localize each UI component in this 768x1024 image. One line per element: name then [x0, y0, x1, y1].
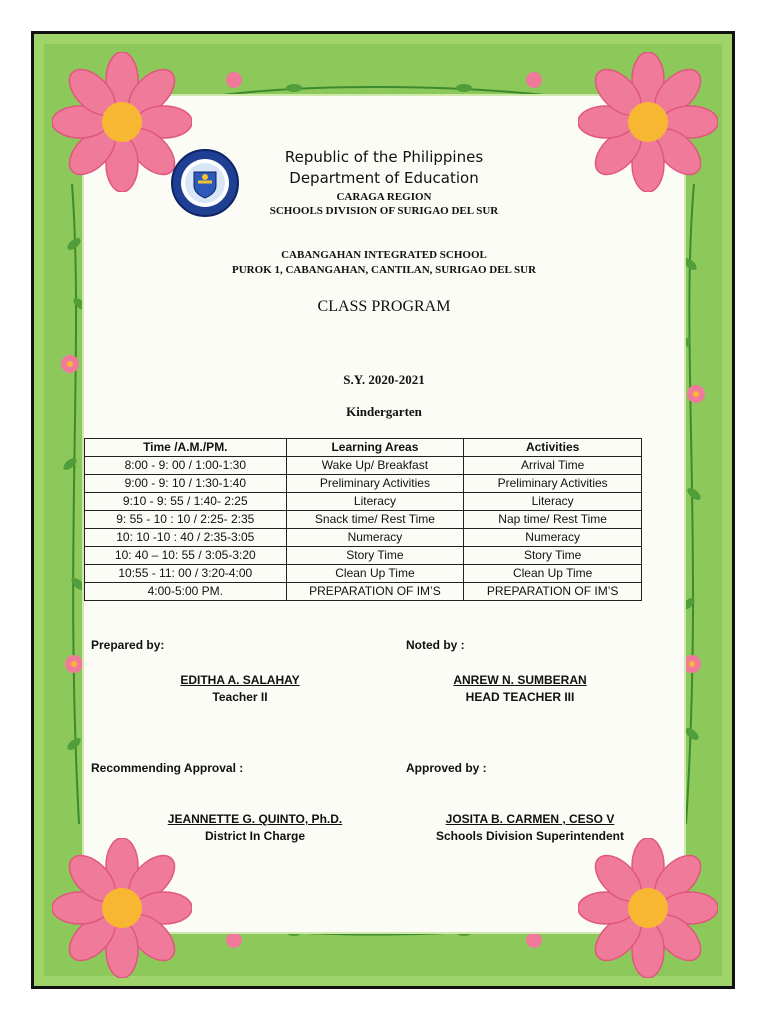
table-row [85, 565, 642, 583]
prepared-by-label: Prepared by: [91, 638, 165, 652]
header-republic: Republic of the Philippines [284, 148, 484, 166]
time-cell: 10: 10 -10 : 40 / 2:35-3:05 [85, 529, 287, 547]
activity-cell: Preliminary Activities [464, 475, 642, 493]
learning-area-cell: Clean Up Time [286, 565, 464, 583]
header-region: CARAGA REGION [336, 191, 432, 203]
activity-cell: Clean Up Time [464, 565, 642, 583]
time-cell: 9: 55 - 10 : 10 / 2:25- 2:35 [85, 511, 287, 529]
learning-area-cell: Wake Up/ Breakfast [286, 457, 464, 475]
learning-area-cell: PREPARATION OF IM’S [286, 583, 464, 601]
recommending-approval-title: District In Charge [204, 829, 306, 843]
table-row [85, 511, 642, 529]
prepared-by-title: Teacher II [212, 690, 268, 704]
table-row [85, 547, 642, 565]
activity-cell: Numeracy [464, 529, 642, 547]
col-header-time: Time /A.M./PM. [85, 439, 287, 457]
recommending-approval-label: Recommending Approval : [91, 761, 244, 775]
time-cell: 9:00 - 9: 10 / 1:30-1:40 [85, 475, 287, 493]
time-cell: 10: 40 – 10: 55 / 3:05-3:20 [85, 547, 287, 565]
table-row [85, 529, 642, 547]
approved-by-title: Schools Division Superintendent [435, 829, 625, 843]
noted-by-label: Noted by : [406, 638, 465, 652]
learning-area-cell: Numeracy [286, 529, 464, 547]
recommending-approval-name: JEANNETTE G. QUINTO, Ph.D. [167, 812, 343, 826]
time-cell: 9:10 - 9: 55 / 1:40- 2:25 [85, 493, 287, 511]
prepared-by-name: EDITHA A. SALAHAY [180, 673, 300, 687]
flower-bottom-left-icon [52, 838, 192, 978]
activity-cell: Nap time/ Rest Time [464, 511, 642, 529]
table-row [85, 457, 642, 475]
activity-cell: Literacy [464, 493, 642, 511]
class-schedule-table [84, 438, 642, 601]
approved-by-label: Approved by : [406, 761, 487, 775]
flower-bottom-right-icon [578, 838, 718, 978]
learning-area-cell: Snack time/ Rest Time [286, 511, 464, 529]
col-header-learning-areas: Learning Areas [286, 439, 464, 457]
header-division: SCHOOLS DIVISION OF SURIGAO DEL SUR [269, 205, 499, 217]
learning-area-cell: Literacy [286, 493, 464, 511]
noted-by-name: ANREW N. SUMBERAN [453, 673, 587, 687]
approved-by-name: JOSITA B. CARMEN , CESO V [445, 812, 615, 826]
activity-cell: PREPARATION OF IM’S [464, 583, 642, 601]
learning-area-cell: Story Time [286, 547, 464, 565]
table-header-row [85, 439, 642, 457]
learning-area-cell: Preliminary Activities [286, 475, 464, 493]
table-row [85, 475, 642, 493]
noted-by-title: HEAD TEACHER III [465, 690, 575, 704]
time-cell: 10:55 - 11: 00 / 3:20-4:00 [85, 565, 287, 583]
school-address: PUROK 1, CABANGAHAN, CANTILAN, SURIGAO DEL SUR [231, 264, 537, 276]
header-department: Department of Education [289, 169, 479, 187]
school-name: CABANGAHAN INTEGRATED SCHOOL [281, 249, 487, 261]
time-cell: 8:00 - 9: 00 / 1:00-1:30 [85, 457, 287, 475]
activity-cell: Story Time [464, 547, 642, 565]
page-title: CLASS PROGRAM [317, 298, 451, 315]
flower-top-right-icon [578, 52, 718, 192]
col-header-activities: Activities [464, 439, 642, 457]
table-row [85, 493, 642, 511]
time-cell: 4:00-5:00 PM. [85, 583, 287, 601]
school-year: S.Y. 2020-2021 [343, 372, 425, 387]
grade-level: Kindergarten [346, 404, 422, 419]
activity-cell: Arrival Time [464, 457, 642, 475]
table-row [85, 583, 642, 601]
